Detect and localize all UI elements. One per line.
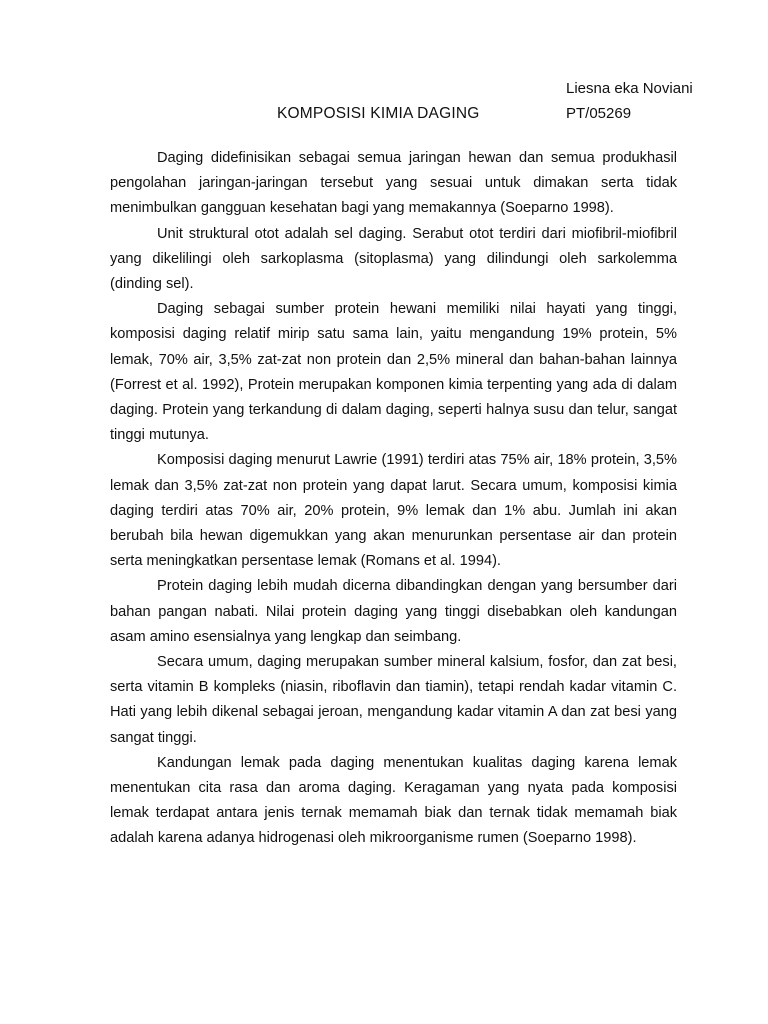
paragraph-composition: Komposisi daging menurut Lawrie (1991) terdiri atas 75% air, 18% protein, 3,5% lemak dan 3,5% zat-zat non protein yang dapat larut. Secara umum, komposisi kimia daging terdiri atas 70% air, 20% protein, 9% lemak dan 1% abu. Jumlah ini akan berubah bila hewan digemukkan yang akan menurunkan persentase air dan protein serta meningkatkan persentase lemak (Romans et al. 1994). bbox=[110, 452, 677, 570]
document-body bbox=[110, 146, 677, 852]
document-title: KOMPOSISI KIMIA DAGING bbox=[277, 105, 480, 122]
student-id: PT/05269 bbox=[566, 105, 632, 122]
paragraph-muscle-structure: Unit struktural otot adalah sel daging. Serabut otot terdiri dari miofibril-miofibril yang dikelilingi oleh sarkoplasma (sitoplasma) yang dilindungi oleh sarkolemma (dinding sel). bbox=[110, 225, 677, 293]
paragraph-protein-source: Daging sebagai sumber protein hewani memiliki nilai hayati yang tinggi, komposisi daging relatif mirip satu sama lain, yaitu mengandung 19% protein, 5% lemak, 70% air, 3,5% zat-zat non protein dan 2,5% mineral dan bahan-bahan lainnya (Forrest et al. 1992), Protein merupakan komponen kimia terpenting yang ada di dalam daging. Protein yang terkandung di dalam daging, seperti halnya susu dan telur, sangat tinggi mutunya. bbox=[110, 301, 677, 444]
paragraph-minerals: Secara umum, daging merupakan sumber mineral kalsium, fosfor, dan zat besi, serta vitamin B kompleks (niasin, riboflavin dan tiamin), tetapi rendah kadar vitamin C. Hati yang lebih dikenal sebagai jeroan, mengandung kadar vitamin A dan zat besi yang sangat tinggi. bbox=[110, 654, 677, 746]
paragraph-fat-content: Kandungan lemak pada daging menentukan kualitas daging karena lemak menentukan cita rasa dan aroma daging. Keragaman yang nyata pada komposisi lemak terdapat antara jenis ternak memamah biak dan ternak tidak memamah biak adalah karena adanya hidrogenasi oleh mikroorganisme rumen (Soeparno 1998). bbox=[110, 754, 677, 847]
author-block bbox=[566, 76, 693, 126]
paragraph-digestibility: Protein daging lebih mudah dicerna dibandingkan dengan yang bersumber dari bahan pangan nabati. Nilai protein daging yang tinggi disebabkan oleh kandungan asam amino esensialnya yang lengkap dan seimbang. bbox=[110, 578, 677, 645]
author-name: Liesna eka Noviani bbox=[566, 80, 693, 97]
paragraph-definition: Daging didefinisikan sebagai semua jaringan hewan dan semua produkhasil pengolahan jaringan-jaringan tersebut yang sesuai untuk dimakan serta tidak menimbulkan gangguan kesehatan bagi yang memakannya (Soeparno 1998). bbox=[110, 150, 677, 217]
